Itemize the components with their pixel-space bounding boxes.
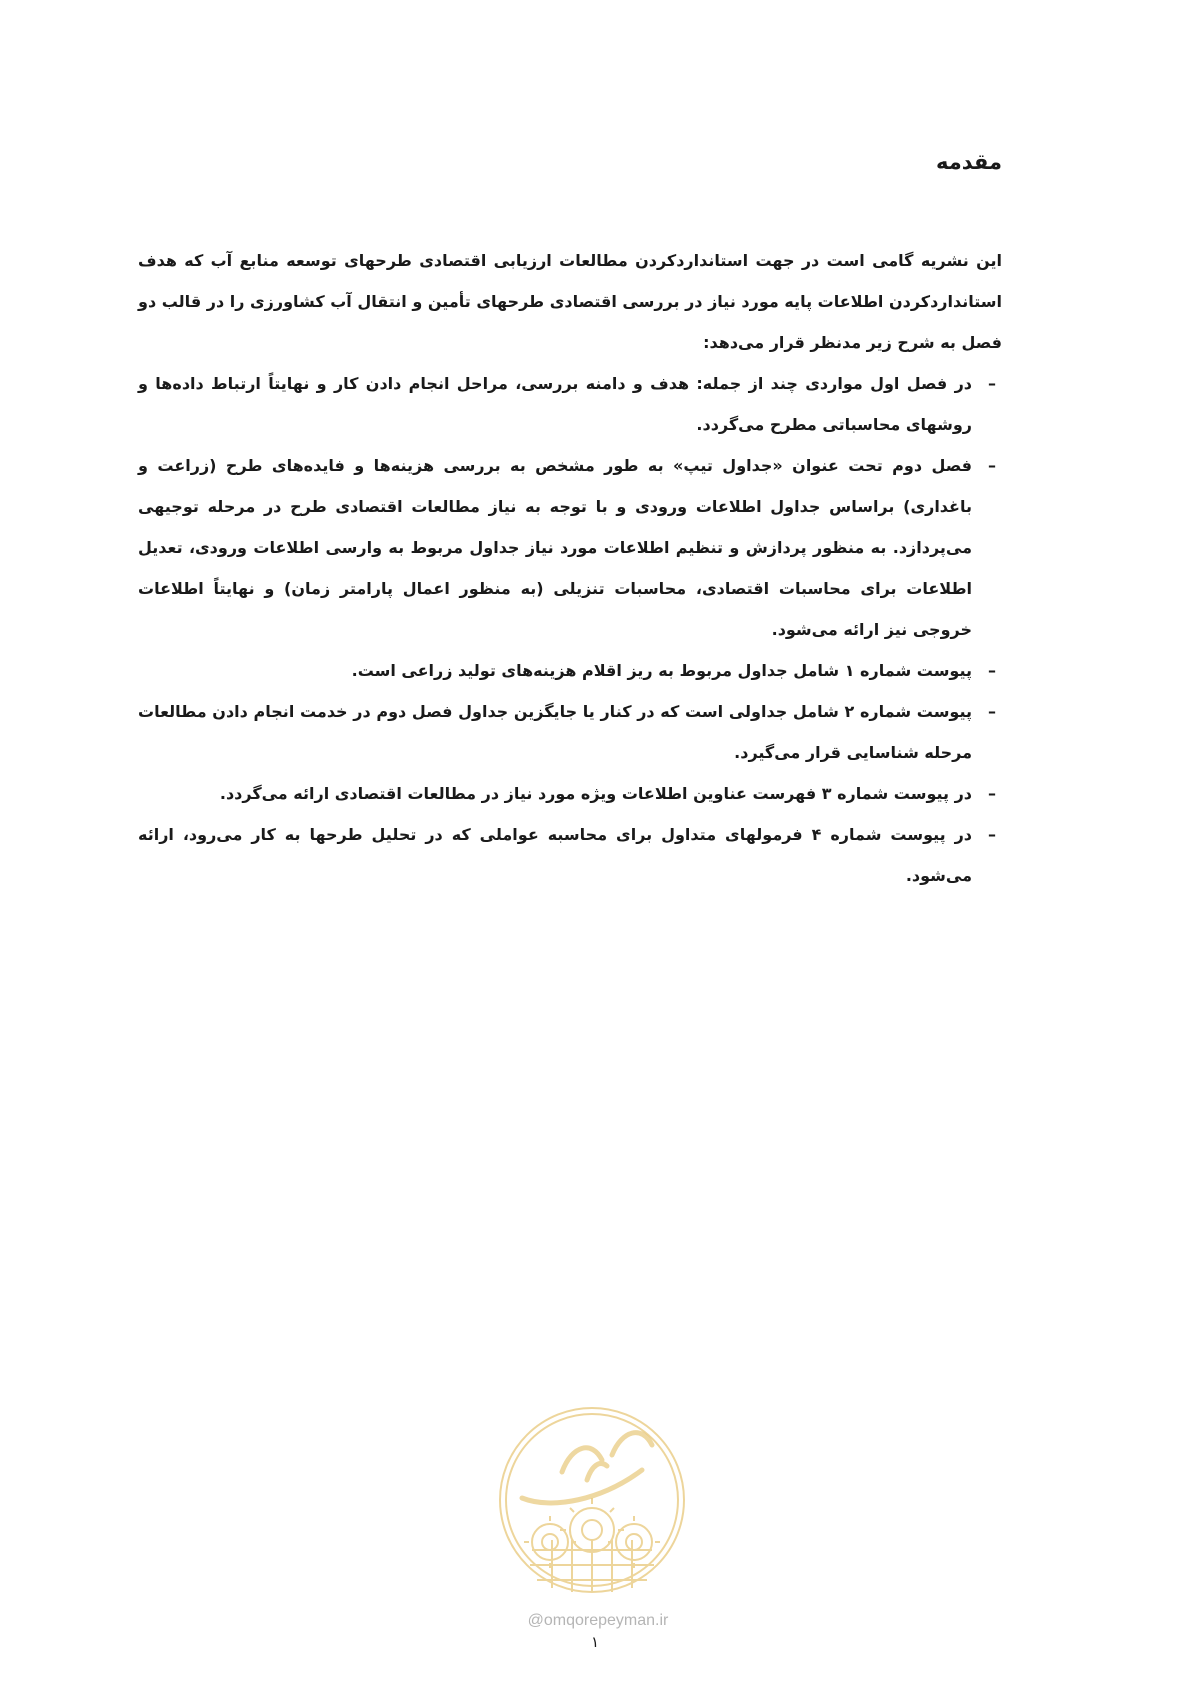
list-item-text: در پیوست شماره ۴ فرمولهای متداول برای محاسبه عواملی که در تحلیل طرحها به کار می‌رود، ارائه می‌شود. — [138, 825, 973, 885]
list-item-text: در پیوست شماره ۳ فهرست عناوین اطلاعات ویژه مورد نیاز در مطالعات اقتصادی ارائه می‌گردد. — [219, 784, 972, 803]
list-item-text: پیوست شماره ۱ شامل جداول مربوط به ریز اقلام هزینه‌های تولید زراعی است. — [351, 661, 972, 680]
body-content — [138, 240, 1002, 896]
list-item-text: در فصل اول مواردی چند از جمله: هدف و دامنه بررسی، مراحل انجام دادن کار و نهایتاً ارتباط داده‌ها و روشهای محاسباتی مطرح می‌گردد. — [138, 374, 972, 434]
dash-bullet: – — [988, 784, 996, 803]
list-item-text: پیوست شماره ۲ شامل جداولی است که در کنار یا جایگزین جداول فصل دوم در خدمت انجام دادن مطالعات مرحله شناسایی قرار می‌گیرد. — [138, 702, 973, 762]
dash-bullet: – — [988, 456, 996, 475]
dash-bullet: – — [988, 702, 996, 721]
dash-bullet: – — [988, 661, 996, 680]
list-item — [138, 814, 1002, 896]
page-number: ۱ — [590, 1633, 600, 1651]
bullet-list — [138, 363, 1002, 896]
intro-paragraph: این نشریه گامی است در جهت استانداردکردن مطالعات ارزیابی اقتصادی طرحهای توسعه منابع آب که هدف استانداردکردن اطلاعات پایه مورد نیاز در بررسی اقتصادی طرحهای تأمین و انتقال آب کشاورزی را در قالب دو فصل به شرح زیر مدنظر قرار می‌دهد: — [138, 251, 1002, 352]
list-item-text: فصل دوم تحت عنوان «جداول تیپ» به طور مشخص به بررسی هزینه‌ها و فایده‌های طرح (زراعت و باغداری) براساس جداول اطلاعات ورودی و با توجه به نیاز مطالعات اقتصادی طرح در مرحله توجیهی می‌پردازد. به منظور پردازش و تنظیم اطلاعات مورد نیاز جداول مربوط به وارسی اطلاعات ورودی، تعدیل اطلاعات برای محاسبات اقتصادی، محاسبات تنزیلی (به منظور اعمال پارامتر زمان) و نهایتاً اطلاعات خروجی نیز ارائه می‌شود. — [138, 456, 972, 639]
list-item — [138, 773, 1002, 814]
watermark-url: @omqorepeyman.ir — [527, 1612, 669, 1629]
list-item — [138, 363, 1002, 445]
section-heading: مقدمه — [936, 150, 1002, 174]
dash-bullet: – — [988, 825, 996, 844]
dash-bullet: – — [988, 374, 996, 393]
list-item — [138, 650, 1002, 691]
list-item — [138, 691, 1002, 773]
list-item — [138, 445, 1002, 650]
watermark-logo-icon — [492, 1400, 692, 1600]
